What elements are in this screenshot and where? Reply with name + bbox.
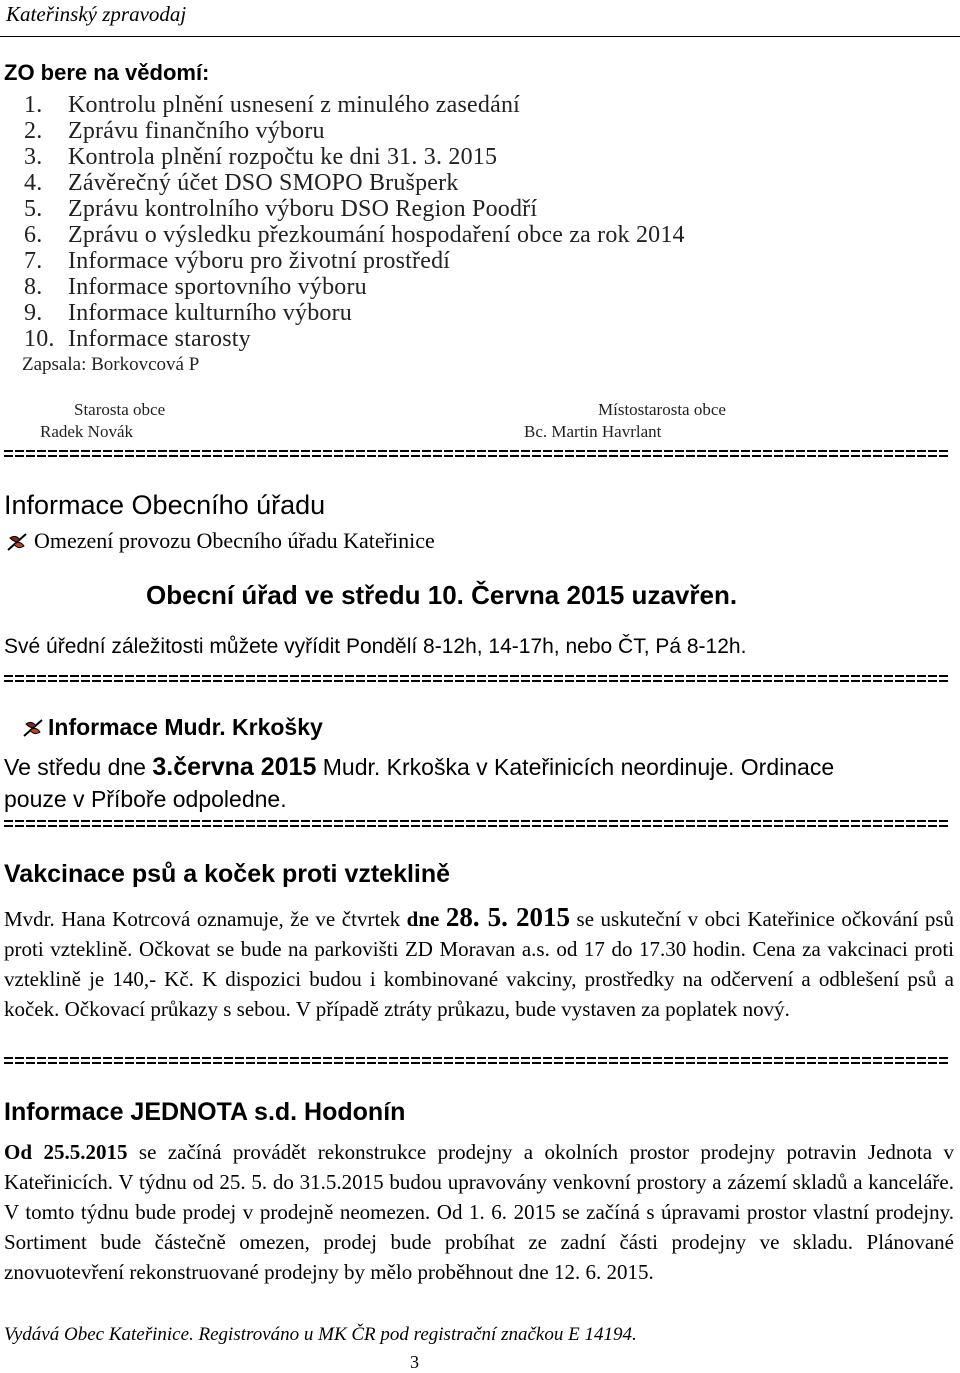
- page-number: 3: [410, 1352, 419, 1372]
- office-closed-notice: Obecní úřad ve středu 10. Června 2015 uzavřen.: [146, 580, 738, 610]
- item-text: Informace kulturního výboru: [68, 300, 352, 326]
- item-number: 7.: [24, 248, 43, 274]
- vaccination-title: Vakcinace psů a koček proti vzteklině: [4, 860, 451, 888]
- item-number: 4.: [24, 170, 43, 196]
- mayor-role: Starosta obce: [74, 400, 166, 419]
- item-number: 8.: [24, 274, 43, 300]
- minutes-author: Zapsala: Borkovcová P: [22, 354, 200, 375]
- leaf-icon: [22, 718, 44, 738]
- jednota-paragraph: [4, 1137, 954, 1287]
- item-text: Závěrečný účet DSO SMOPO Brušperk: [68, 170, 459, 196]
- section-divider: [4, 820, 950, 827]
- office-bullet: Omezení provozu Obecního úřadu Kateřinice: [34, 528, 435, 553]
- item-number: 1.: [24, 92, 43, 118]
- text-span: Ve středu dne: [4, 754, 153, 780]
- deputy-mayor-role: Místostarosta obce: [598, 400, 726, 419]
- item-number: 3.: [24, 144, 43, 170]
- publisher-note: Vydává Obec Kateřinice. Registrováno u MK ČR pod registrační značkou E 14194.: [4, 1324, 637, 1345]
- date-span: 3.června 2015: [152, 753, 317, 781]
- zo-section-title: ZO bere na vědomí:: [4, 60, 210, 85]
- deputy-mayor-name: Bc. Martin Havrlant: [524, 422, 662, 441]
- section-title-office: Informace Obecního úřadu: [4, 490, 326, 520]
- item-text: Zprávu o výsledku přezkoumání hospodaření obce za rok 2014: [68, 222, 685, 248]
- text-span: Mvdr. Hana Kotrcová oznamuje, že ve čtvrtek: [4, 907, 407, 931]
- item-text: Kontrolu plnění usnesení z minulého zasedání: [68, 92, 521, 118]
- section-divider: [4, 1057, 950, 1064]
- header-rule: [0, 36, 960, 37]
- doctor-notice-line1: [4, 753, 834, 782]
- item-text: Informace starosty: [68, 326, 251, 352]
- office-hours: Své úřední záležitosti můžete vyřídit Pondělí 8-12h, 14-17h, nebo ČT, Pá 8-12h.: [4, 635, 747, 658]
- mayor-name: Radek Novák: [40, 422, 134, 441]
- item-number: 5.: [24, 196, 43, 222]
- item-number: 10.: [24, 326, 55, 352]
- item-text: Informace sportovního výboru: [68, 274, 367, 300]
- jednota-title: Informace JEDNOTA s.d. Hodonín: [4, 1098, 406, 1126]
- text-span: se začíná provádět rekonstrukce prodejny a okolních prostor prodejny potravin Jednota v Kateřinicích. V týdnu od 25. 5. do 31.5.2015 budou upravovány venkovní prostory a zázemí skladů a kanceláře. V tomto týdnu bude prodej v prodejně neomezen. Od 1. 6. 2015 se začíná s úpravami prostor vlastní prodejny. Sortiment bude částečně omezen, prodej bude probíhat ze zadní části prodejny ve skladu. Plánované znovuotevření rekonstruované prodejny by mělo proběhnout dne 12. 6. 2015.: [4, 1140, 954, 1284]
- text-span: Mudr. Krkoška v Kateřinicích neordinuje. Ordinace: [316, 754, 835, 780]
- doctor-notice-line2: pouze v Příboře odpoledne.: [4, 786, 287, 812]
- section-divider: [4, 675, 950, 682]
- doctor-section-title: Informace Mudr. Krkošky: [48, 714, 323, 740]
- item-number: 6.: [24, 222, 43, 248]
- leaf-icon: [6, 532, 28, 552]
- item-number: 9.: [24, 300, 43, 326]
- item-text: Kontrola plnění rozpočtu ke dni 31. 3. 2015: [68, 144, 498, 170]
- date-span: Od 25.5.2015: [4, 1140, 128, 1164]
- section-divider: [4, 450, 950, 457]
- vaccination-paragraph: [4, 902, 954, 1024]
- item-text: Zprávu kontrolního výboru DSO Region Poodří: [68, 196, 538, 222]
- item-text: Zprávu finančního výboru: [68, 118, 325, 144]
- text-span: se uskuteční v obci Kateřinice očkování psů proti vzteklině. Očkovat se bude na parkovišti ZD Moravan a.s. od 17 do 17.30 hodin. Cena za vakcinaci proti vzteklině je 140,- Kč. K dispozici budou i kombinované vakciny, prostředky na odčervení a odblešení psů a koček. Očkovací průkazy s sebou. V případě ztráty průkazu, bude vystaven za poplatek nový.: [4, 907, 955, 1021]
- item-text: Informace výboru pro životní prostředí: [68, 248, 451, 274]
- newsletter-title: Kateřinský zpravodaj: [6, 2, 187, 26]
- item-number: 2.: [24, 118, 43, 144]
- date-span: 28. 5. 2015: [445, 902, 570, 932]
- text-span: dne: [406, 907, 440, 931]
